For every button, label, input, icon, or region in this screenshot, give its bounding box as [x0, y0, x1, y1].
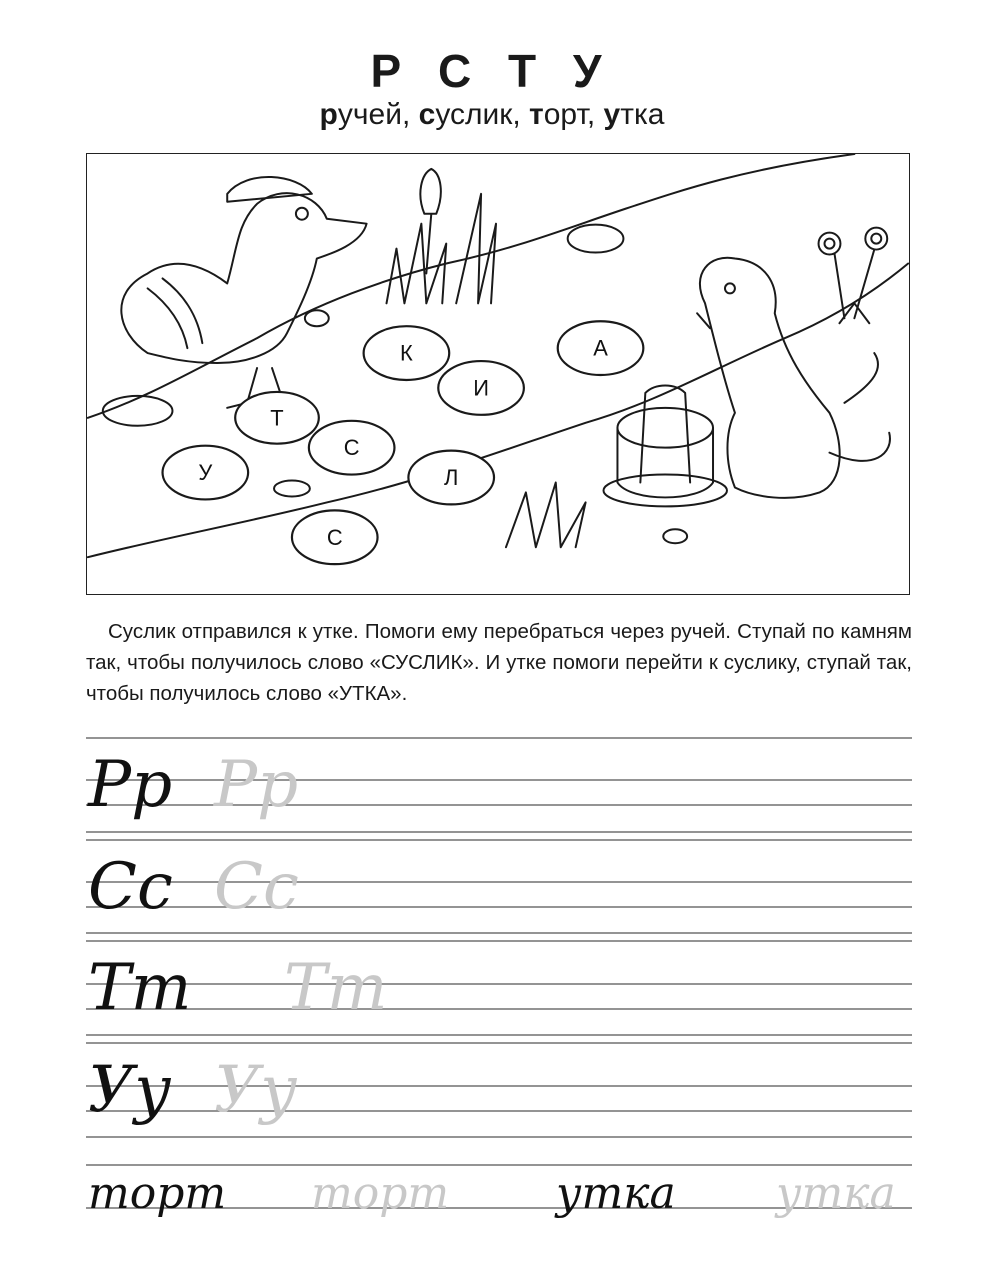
- word-2-first-letter: с: [418, 98, 436, 131]
- trace-word-tort: торт: [311, 1168, 450, 1219]
- page-title: Р С Т У: [370, 45, 614, 97]
- stone-letter-u: У: [198, 460, 213, 486]
- pebble: [103, 396, 173, 426]
- word-2-rest: услик: [435, 98, 513, 131]
- trace-word-utka: утка: [776, 1168, 896, 1219]
- pebble: [274, 481, 310, 497]
- trace-s: Сс: [214, 850, 299, 924]
- word-4-first-letter: у: [603, 98, 621, 131]
- sample-s: Сс: [88, 850, 173, 924]
- separator: ,: [586, 98, 604, 131]
- handwriting-practice: [86, 732, 912, 1252]
- flower-icon: [819, 228, 888, 324]
- trace-r: Рр: [214, 748, 299, 822]
- task-instructions: [86, 616, 912, 709]
- duck-illustration: [121, 177, 366, 408]
- bush-icon: [506, 483, 586, 548]
- separator: ,: [401, 98, 419, 131]
- stone-letter-s1: С: [343, 435, 360, 461]
- trace-u: Уу: [214, 1053, 298, 1127]
- stone-letter-s2: С: [326, 524, 343, 550]
- word-3-rest: орт: [543, 98, 587, 131]
- ruled-lines: [86, 738, 912, 1208]
- sample-r: Рр: [88, 748, 173, 822]
- illustration: [87, 154, 909, 594]
- separator: ,: [512, 98, 530, 131]
- sample-word-tort: торт: [88, 1168, 227, 1219]
- stone-letter-l: Л: [444, 465, 459, 491]
- copybook-lines: [86, 732, 912, 1252]
- page-subtitle: [0, 98, 984, 132]
- trace-t: Тт: [284, 951, 388, 1025]
- stone-letter-k: К: [400, 340, 413, 366]
- illustration-frame: [86, 153, 910, 595]
- cake-illustration: [604, 385, 727, 506]
- instructions-text: Суслик отправился к утке. Помоги ему перебраться через ручей. Ступай по камням так, чтобы получилось слово «СУСЛИК». И утке помоги перейти к суслику, ступай так, чтобы получилось слово «УТКА».: [86, 620, 912, 705]
- pebble: [568, 225, 624, 253]
- word-3-first-letter: т: [529, 98, 544, 131]
- grass-icon: [387, 194, 497, 304]
- word-1-first-letter: р: [319, 98, 338, 131]
- word-4-rest: тка: [620, 98, 665, 131]
- pebble: [305, 310, 329, 326]
- word-1-rest: учей: [337, 98, 402, 131]
- stone-letter-t: Т: [270, 405, 284, 431]
- sample-t: Тт: [88, 951, 192, 1025]
- pebble: [663, 529, 687, 543]
- stone-letter-a: А: [593, 335, 608, 361]
- sample-u: Уу: [88, 1053, 172, 1127]
- stone-letter-i: И: [473, 375, 489, 401]
- sample-word-utka: утка: [556, 1168, 676, 1219]
